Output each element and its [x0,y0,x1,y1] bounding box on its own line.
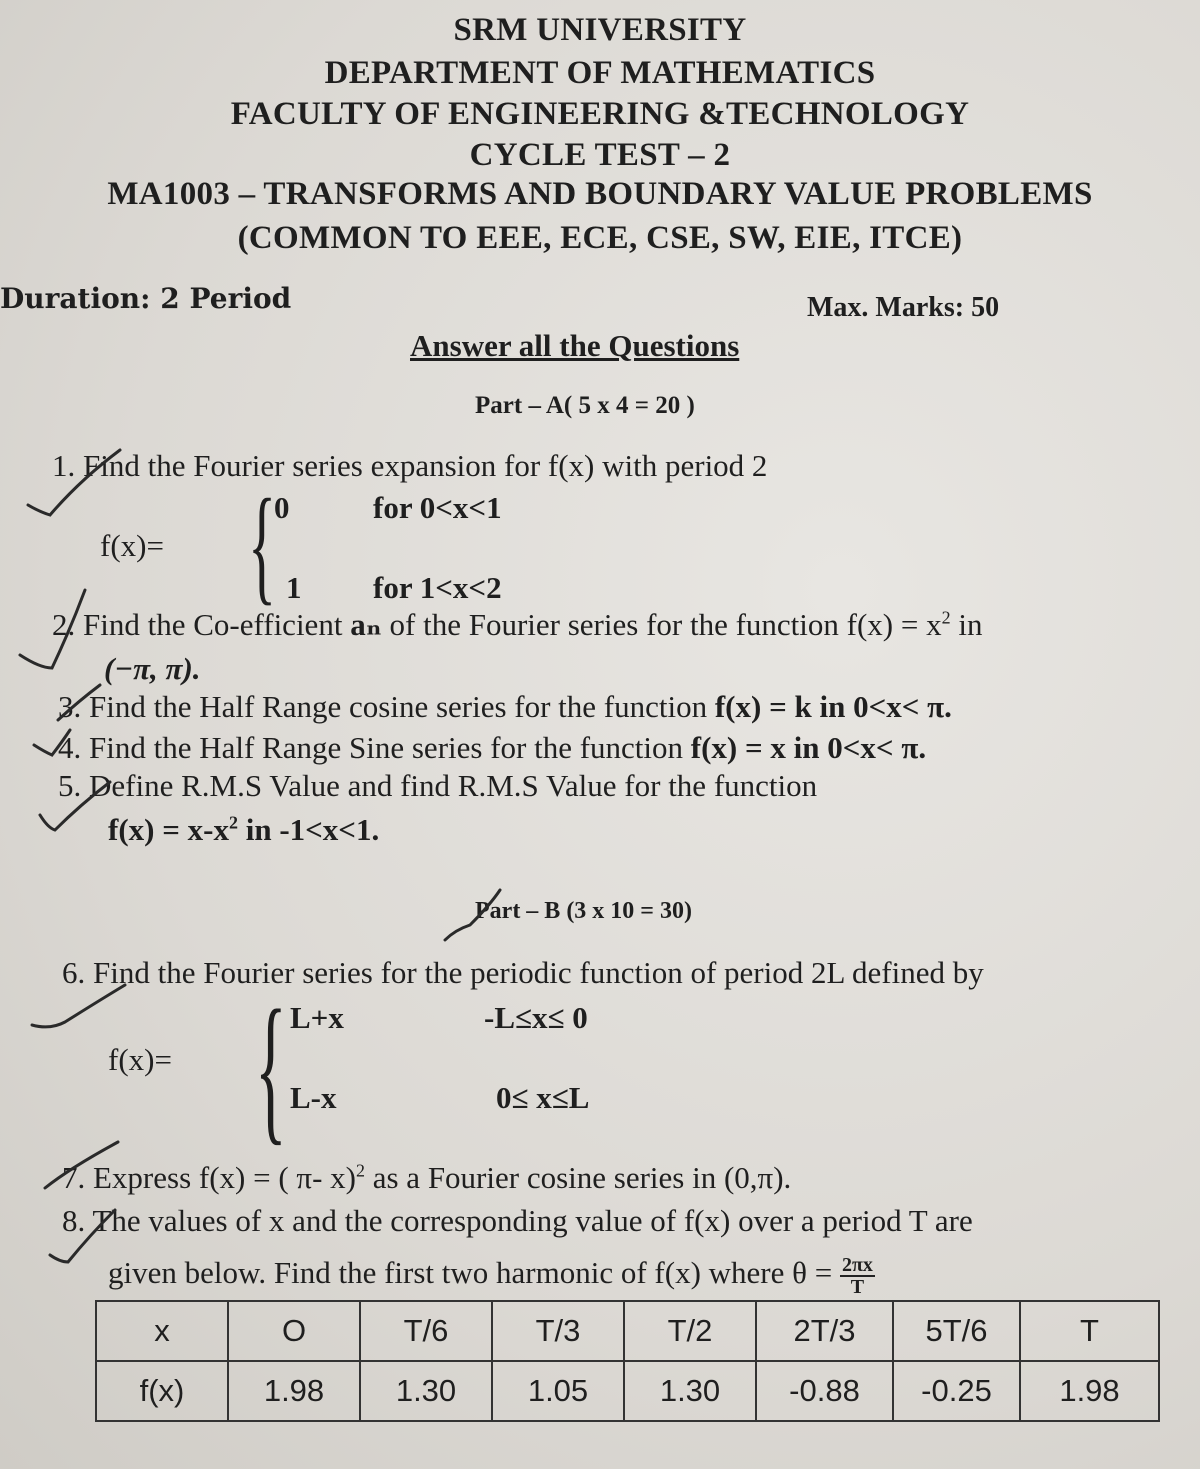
q1-function-label: f(x)= [100,528,164,563]
q6-case2-condition: 0≤ x≤L [496,1080,590,1115]
table-cell: f(x) [96,1361,228,1421]
common-branches: (COMMON TO EEE, ECE, CSE, SW, EIE, ITCE) [237,220,963,256]
tick-mark-icon [445,890,500,940]
table-cell: T/2 [624,1301,756,1361]
question-text: The values of x and the corresponding value of f(x) over a period T are [92,1203,973,1238]
table-cell: 1.05 [492,1361,624,1421]
instruction: Answer all the Questions [410,328,740,363]
question-text: Find the Fourier series expansion for f(x) with period 2 [83,448,768,483]
question-text: Define R.M.S Value and find R.M.S Value for the function [89,768,818,803]
table-cell: -0.25 [893,1361,1020,1421]
q6-function-label: f(x)= [108,1042,172,1077]
q6-case1-value: L+x [290,1000,344,1035]
question-text-cont: of the Fourier series for the function f(x) = x [389,607,942,642]
table-cell: 1.98 [228,1361,360,1421]
q6-case2-value: L-x [290,1080,337,1115]
table-cell: 5T/6 [893,1301,1020,1361]
question-text-cont: given below. Find the first two harmonic of f(x) where θ = [108,1255,833,1291]
question-text: Find the Fourier series for the periodic function of period 2L defined by [93,955,984,990]
table-cell: 1.30 [624,1361,756,1421]
question-function: f(x) = k in 0<x< π. [714,689,952,724]
tick-mark-icon [40,782,110,830]
q1-case2-condition: for 1<x<2 [373,570,502,605]
coefficient-symbol: aₙ [350,607,382,642]
tick-mark-icon [20,590,85,668]
max-marks: Max. Marks: 50 [807,292,1000,323]
table-cell: T [1020,1301,1159,1361]
question-number: 7. [62,1160,86,1195]
q1-brace: { [248,473,277,617]
table-cell: x [96,1301,228,1361]
table-cell: 1.98 [1020,1361,1159,1421]
part-a-title: Part – A( 5 x 4 = 20 ) [475,392,695,419]
exponent: 2 [228,812,238,833]
course-title: MA1003 – TRANSFORMS AND BOUNDARY VALUE PROBLEMS [107,176,1093,212]
table-cell: T/3 [492,1301,624,1361]
table-cell: O [228,1301,360,1361]
question-number: 4. [58,730,82,765]
fraction-numerator: 2πx [841,1254,873,1276]
table-cell: -0.88 [756,1361,893,1421]
tick-mark-icon [28,450,120,515]
q2-interval: (−π, π). [104,651,201,686]
q6-case1-condition: -L≤x≤ 0 [484,1000,588,1035]
q1-case1-condition: for 0<x<1 [373,490,502,525]
question-text: Find the Half Range cosine series for the function [89,689,708,724]
question-number: 3. [58,689,82,724]
tick-mark-icon [32,985,125,1027]
question-text-cont: as a Fourier cosine series in (0,π). [372,1160,792,1195]
question-number: 5. [58,768,82,803]
exponent: 2 [941,607,951,628]
q5-function-b: in -1<x<1. [245,812,380,847]
question-text: Express f(x) = ( π- x) [93,1160,356,1195]
exponent: 2 [355,1160,365,1181]
question-number: 8. [62,1203,86,1238]
fraction-denominator: T [850,1276,865,1298]
question-number: 2. [52,607,76,642]
university-name: SRM UNIVERSITY [453,12,747,48]
question-function: f(x) = x in 0<x< π. [690,730,927,765]
tick-mark-icon [34,730,70,755]
table-cell: 1.30 [360,1361,492,1421]
test-name: CYCLE TEST – 2 [469,137,731,173]
tick-mark-icon [45,1142,118,1188]
q5-function-a: f(x) = x-x [108,812,229,847]
q6-brace: { [255,976,287,1159]
part-b-title: Part – B (3 x 10 = 30) [475,898,692,924]
table-cell: T/6 [360,1301,492,1361]
department-name: DEPARTMENT OF MATHEMATICS [324,55,876,91]
duration: Duration: 2 Period [0,282,292,315]
faculty-name: FACULTY OF ENGINEERING &TECHNOLOGY [230,96,970,132]
q1-case2-value: 1 [286,570,302,605]
tick-mark-icon [50,1210,115,1262]
tick-mark-icon [58,685,100,720]
q1-case1-value: 0 [274,490,290,525]
question-number: 1. [52,448,76,483]
question-text: Find the Half Range Sine series for the function [89,730,684,765]
question-text: Find the Co-efficient [83,607,343,642]
table-cell: 2T/3 [756,1301,893,1361]
question-text-end: in [958,607,983,642]
question-number: 6. [62,955,86,990]
